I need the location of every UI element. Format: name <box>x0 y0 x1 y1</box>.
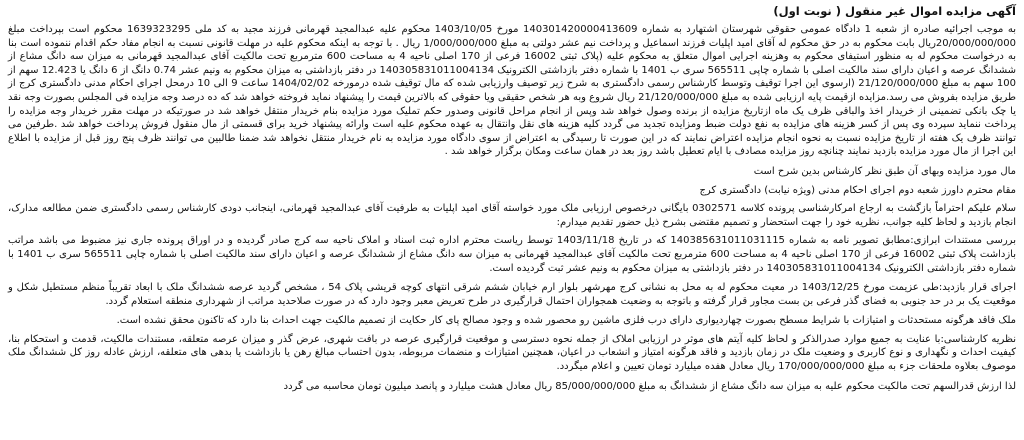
expert-opinion-paragraph: نظریه کارشناسی:با عنایت به جمیع موارد صدرالذکر و لحاظ کلیه آیتم های موثر در ارزیابی املاک از جمله نحوه دسترسی و موقعیت قرارگیری عرصه در بافت شهری، عرض گذر و میزان عرصه متعلقه، مستندات مالکیت، قدمت و استحکام بنا، کیفیت احداث و نگهداری و نوع کاربری و وضعیت ملک در زمان بازدید و فاقد هرگونه امتیاز و انشعاب در اعیان، همچنین امتیازات و منضمات مربوطه، بدون احتساب مبالغ رهن یا بازداشت یا بدهی های متعلقه، ارزش عادله روز کل ششدانگ ملک موصوف بعلاوه ملحقات جزء به مبلغ 170/000/000/000 ریال معادل هفده میلیارد تومان تعیین و اعلام میگردد. <box>8 333 1016 373</box>
notice-title: آگهی مزایده اموال غیر منقول ( نوبت اول) <box>773 4 1016 18</box>
site-visit-paragraph: اجرای قرار بازدید:طی عزیمت مورخ 1403/12/25 در معیت محکوم له به محل به نشانی کرج مهرشهر بلوار ارم خیابان ششم شرقی انتهای کوچه قریشی پلاک 54 ، مشخص گردید عرصه ششدانگ ملک با ابعاد تقریباً منظم مستطیل شکل و موقعیت یک بر در حد جنوبی به فضای گذر فرعی بن بست مجاور قرار گرفته و باتوجه به وضعیت همجواران احتمال قرارگیری در طرح تعریض معبر وجود دارد که در صورت صلاحدید مراتب از شهرداری منطقه استعلام گردد. <box>8 282 1016 307</box>
property-description-heading: مال مورد مزایده وبهای آن طبق نظر کارشناس بدین شرح است <box>753 165 1016 177</box>
share-value-paragraph: لذا ارزش قدرالسهم تحت مالکیت محکوم علیه به میزان سه دانگ مشاع از ششدانگ به مبلغ 85/000/000/000 ریال معادل هشت میلیارد و پانصد میلیون تومان محاسبه می گردد <box>283 380 1016 392</box>
property-status-paragraph: ملک فاقد هرگونه مستحدثات و امتیازات با شرایط مسطح بصورت چهاردیواری دارای درب فلزی ماشین رو محصور شده و وجود مصالح پای کار حکایت از تصمیم مالکیت جهت احداث بنا دارد که تاکنون محقق نشده است. <box>116 315 1016 327</box>
execution-paragraph: به موجب اجرائیه صادره از شعبه 1 دادگاه عمومی حقوقی شهرستان اشتهارد به شماره 140301420000413609 مورخ 1403/10/05 محکوم علیه عبدالمجید قهرمانی فرزند مجید به کد ملی 1639323295 محکوم است بپرداخت مبلغ 20/000/000/000ریال بابت محکوم به در حق محکوم له آقای امید اپلیات فرزند اسماعیل و پرداخت نیم عشر دولتی به مبلغ 1/000/000/000 ریال . با توجه به اینکه محکوم علیه در مهلت قانونی نسبت به انجام مفاد حکم اقدام ننموده است بنا به درخواست محکوم له به منظور استیفای محکوم به وهزینه اجرایی اموال متعلق به محکوم علیه (پلاک ثبتی 16002 فرعی از 170 اصلی ناحیه 4 به مساحت 600 مترمربع تحت مالکیت آقای عبدالمجید قهرمانی به میزان سه دانگ مشاع از ششدانگ عرصه و اعیان دارای سند مالکیت اصلی با شماره چاپی 565511 سری ب 1401 با شماره دفتر بازداشتی الکترونیک 140305831011004134 در دفتر بازداشتی به میزان محکوم به ونیم عشر 0.74 دانگ از 6 دانگ یا 12.423 سهم از 100 سهم به مبلغ 21/120/000/000 (ارسوی این اجرا توقیف وتوسط کارشناس رسمی دادگستری به شرح زیر توصیف وارزیابی شده که مال توقیف شده درمورخه 1404/02/02 ساعت 9 الی 10 درمحل اجرای احکام مدنی دادگستری کرج از طریق مزایده بفروش می رسد.مزایده ازقیمت پایه ارزیابی شده به مبلغ 21/120/000/000 ریال شروع وبه هر شخص حقیقی ویا حقوقی که بالاترین قیمت را پیشنهاد نماید فروخته خواهد شد که ده درصد وجه مزایده فی المجلس بصورت وجه نقد یا چک بانکی تضمینی از خریدار اخذ والباقی ظرف یک ماه ازتاریخ مزایده از برنده وصول خواهد شد وپس از انجام مراحل قانونی وصدور حکم تملیک مورد مزایده بنام خریدار منتقل خواهد شد در صورتیکه در مهلت مقرر خریدار وجه مزایده را پرداخت ننماید سپرده وی پس از کسر هزینه های مزایده به نفع دولت ضبط ومزایده تجدید می گردد کلیه هزینه های نقل وانتقال به عهده محکوم علیه است وارائه پیشنهاد خرید برای قسمتی از مال منقول فروش پرداخت خواهد شد .طرفین می توانند ظرف یک هفته از تاریخ مزایده نسبت به نحوه انجام مزایده اعتراض نمایند که در این صورت تا رسیدگی به اعتراض از سوی دادگاه مورد مزایده به نام خریدار منتقل نخواهد شد ضمنا طالبین می توانند ظرف پنج روز قبل از مزایده با اطلاع این اجرا از مال مورد مزایده بازدید نمایند چنانچه روز مزایده مصادف با ایام تعطیل باشد روز بعد در همان ساعت ومکان برگزار خواهد شد . <box>8 24 1017 158</box>
greeting-paragraph: سلام علیکم احتراماً بازگشت به ارجاع امرکارشناسی پرونده کلاسه 0302571 بایگانی درخصوص ارزیابی ملک مورد خواسته آقای امید اپلیات به طرفیت آقای عبدالمجید قهرمانی، اینجانب دودی کارشناس رسمی دادگستری ضمن مطالعه مدارک، انجام بازدید و لحاظ کلیه جوانب، نظریه خود را جهت استحضار و تصمیم مقتضی بشرح ذیل حضور تقدیم میدارم: <box>8 203 1016 228</box>
addressee-line: مقام محترم داورز شعبه دوم اجرای احکام مدنی (ویژه نیابت) دادگستری کرج <box>699 184 1016 196</box>
documents-review-paragraph: بررسی مستندات ابرازی:مطابق تصویر نامه به شماره 140385631011031115 که در تاریخ 1403/11/18 توسط ریاست محترم اداره ثبت اسناد و املاک ناحیه سه کرج صادر گردیده و در اوراق پرونده جاری نیز مضبوط می باشد مراتب بازداشت پلاک ثبتی 16002 فرعی از 170 اصلی ناحیه 4 به مساحت 600 مترمربع تحت مالکیت آقای عبدالمجید قهرمانی به میزان سه دانگ مشاع از ششدانگ عرصه و اعیان دارای سند مالکیت اصلی با شماره چاپی 565511 سری ب 1401 با شماره دفتر بازداشتی الکترونیک 140305831011004134 در دفتر بازداشتی به میزان محکوم به ونیم عشر ثبت گردیده است. <box>8 235 1016 274</box>
